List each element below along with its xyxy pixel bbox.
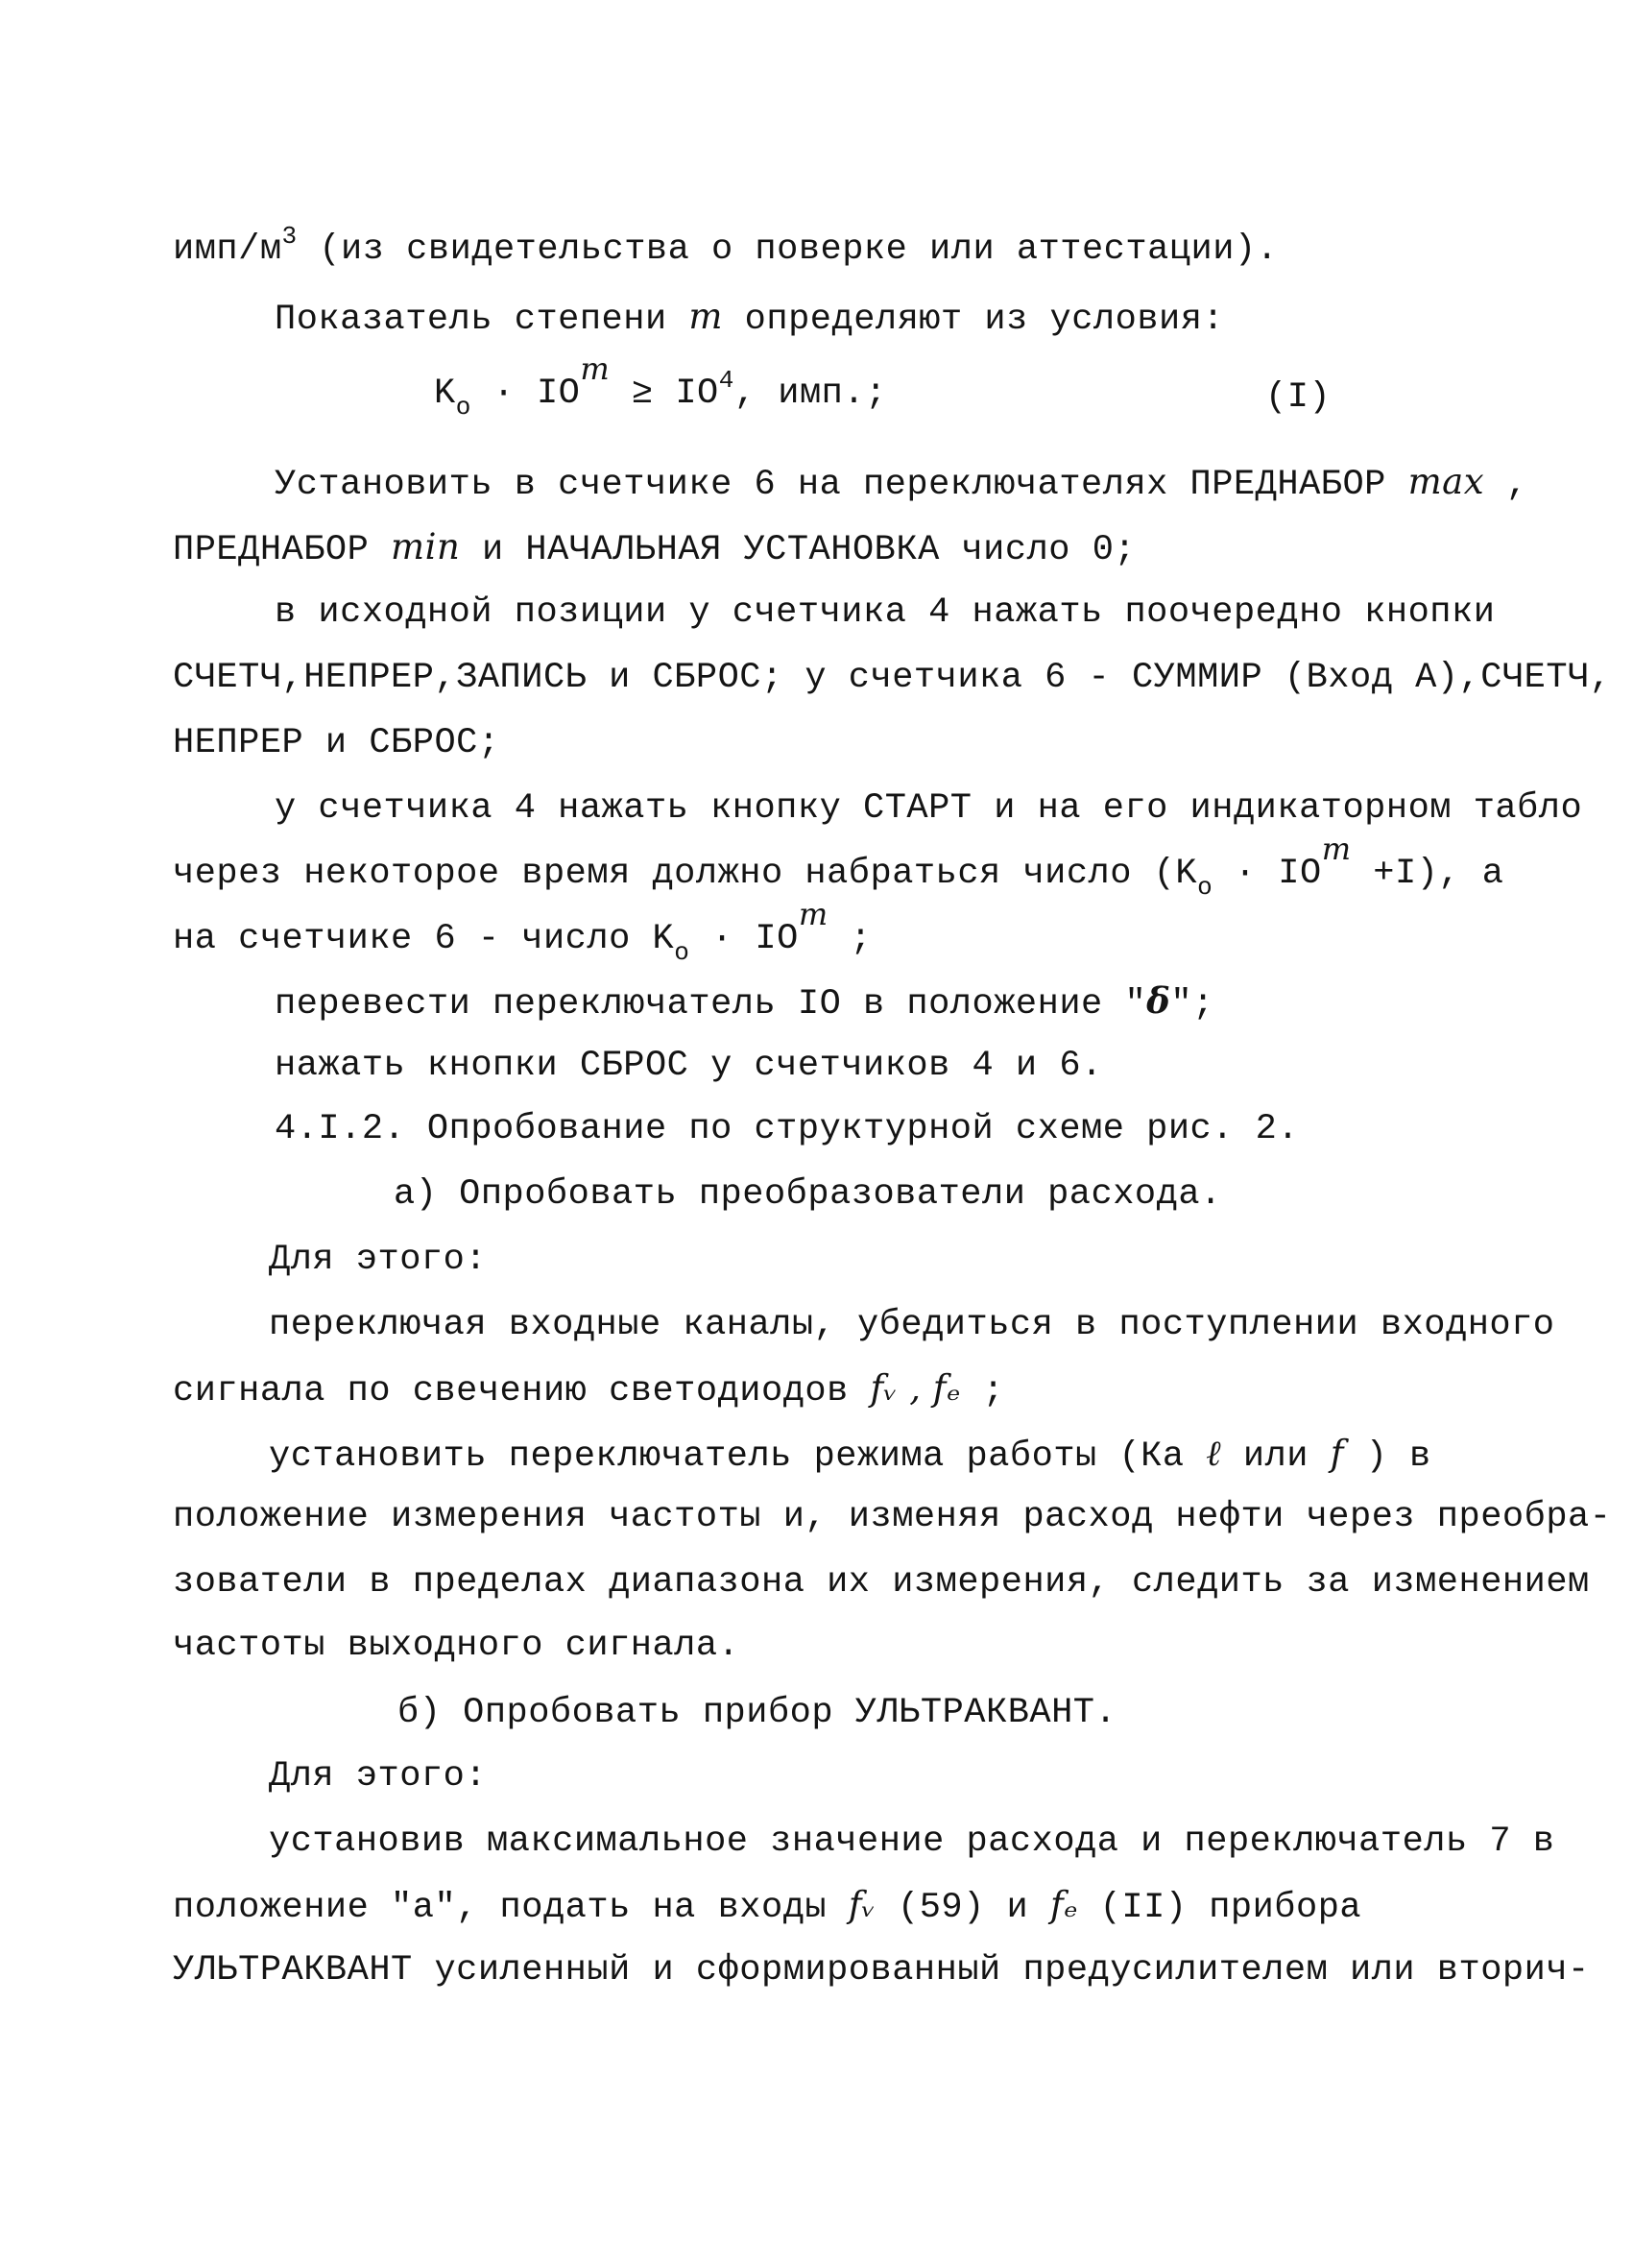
formula-part: · IO (470, 374, 581, 414)
text-line: частоты выходного сигнала. (173, 1626, 740, 1666)
math-variable: δ (1146, 979, 1171, 1022)
formula-part: , имп.; (733, 374, 887, 414)
math-variable: ℓ (1206, 1433, 1222, 1474)
text-span: (59) и (876, 1888, 1050, 1928)
text-line (173, 524, 1136, 573)
text-line: у счетчика 4 нажать кнопку СТАРТ и на его индикаторном табло (275, 788, 1583, 829)
text-span: через некоторое время должно набраться число (K (173, 854, 1198, 894)
text-line (275, 459, 1528, 508)
math-variable: fₑ (1049, 1884, 1078, 1925)
math-variable: fᵥ (848, 1884, 877, 1925)
text-line: Для этого: (269, 1756, 488, 1797)
text-span: перевести переключатель IO в положение " (275, 984, 1147, 1025)
text-line: зователи в пределах диапазона их измерения, следить за изменением (173, 1562, 1590, 1603)
formula-symbol: K (434, 374, 456, 414)
text-span: +I), а (1351, 854, 1504, 894)
subscript: o (674, 938, 690, 967)
math-variable: fᵥ , fₑ (870, 1367, 961, 1409)
equation-number: (I) (1265, 377, 1332, 418)
text-span: Установить в счетчике 6 на переключателях ПРЕДНАБОР (275, 465, 1408, 505)
text-span: · IO (1213, 854, 1322, 894)
text-span: имп/м (173, 229, 282, 270)
text-line: в исходной позиции у счетчика 4 нажать поочередно кнопки (275, 592, 1496, 633)
math-variable: m (688, 296, 723, 337)
exponent: 4 (718, 366, 734, 395)
text-line (173, 1365, 1004, 1414)
subsection-heading: а) Опробовать преобразователи расхода. (394, 1174, 1222, 1215)
text-line: установив максимальное значение расхода и переключатель 7 в (269, 1822, 1555, 1862)
text-line: УЛЬТРАКВАНТ усиленный и сформированный предусилителем или вторич- (173, 1950, 1590, 1991)
formula-part: ≥ IO (610, 374, 719, 414)
text-span: ПРЕДНАБОР (173, 530, 392, 570)
exponent: m (580, 350, 611, 387)
text-line: СЧЕТЧ,НЕПРЕР,ЗАПИСЬ и СБРОС; у счетчика 6 - СУММИР (Вход А),СЧЕТЧ, (173, 658, 1612, 698)
text-span: или (1221, 1436, 1331, 1477)
section-heading: 4.I.2. Опробование по структурной схеме рис. 2. (275, 1109, 1300, 1149)
subscript: o (1197, 873, 1213, 902)
text-line: переключая входные каналы, убедиться в поступлении входного (269, 1305, 1555, 1345)
formula-line (434, 350, 887, 422)
text-span: установить переключатель режима работы (Ка (269, 1436, 1207, 1477)
text-line (275, 977, 1214, 1027)
math-variable: max (1407, 461, 1485, 502)
text-line (269, 1431, 1431, 1480)
math-variable: min (391, 526, 461, 567)
text-line: нажать кнопки СБРОС у счетчиков 4 и 6. (275, 1046, 1103, 1086)
text-span: положение "а", подать на входы (173, 1888, 849, 1928)
text-span: "; (1170, 984, 1214, 1025)
text-span: ) в (1343, 1436, 1431, 1477)
text-line (275, 294, 1224, 343)
text-line: положение измерения частоты и, изменяя расход нефти через преобра- (173, 1497, 1612, 1537)
text-span: ; (960, 1371, 1005, 1411)
text-span: ; (828, 919, 873, 959)
text-line (173, 222, 1279, 275)
superscript: 3 (281, 222, 298, 251)
text-span: Показатель степени (275, 300, 689, 340)
text-span: сигнала по свечению светодиодов (173, 1371, 871, 1411)
subsection-heading: б) Опробовать прибор УЛЬТРАКВАНТ. (397, 1693, 1117, 1733)
text-span: на счетчике 6 - число K (173, 919, 675, 959)
exponent: m (1321, 831, 1352, 867)
text-line: Для этого: (269, 1240, 488, 1280)
text-line (173, 831, 1504, 902)
text-line (173, 1882, 1361, 1931)
text-span: и НАЧАЛЬНАЯ УСТАНОВКА число 0; (460, 530, 1137, 570)
text-span: (из свидетельства о поверке или аттестации). (297, 229, 1279, 270)
text-span: (II) прибора (1077, 1888, 1362, 1928)
text-line (173, 896, 873, 967)
subscript: o (455, 393, 471, 422)
text-span: , (1484, 465, 1528, 505)
math-variable: f (1330, 1433, 1344, 1474)
text-span: · IO (689, 919, 799, 959)
exponent: m (798, 896, 829, 932)
text-span: определяют из условия: (722, 300, 1225, 340)
text-line: НЕПРЕР и СБРОС; (173, 723, 500, 763)
